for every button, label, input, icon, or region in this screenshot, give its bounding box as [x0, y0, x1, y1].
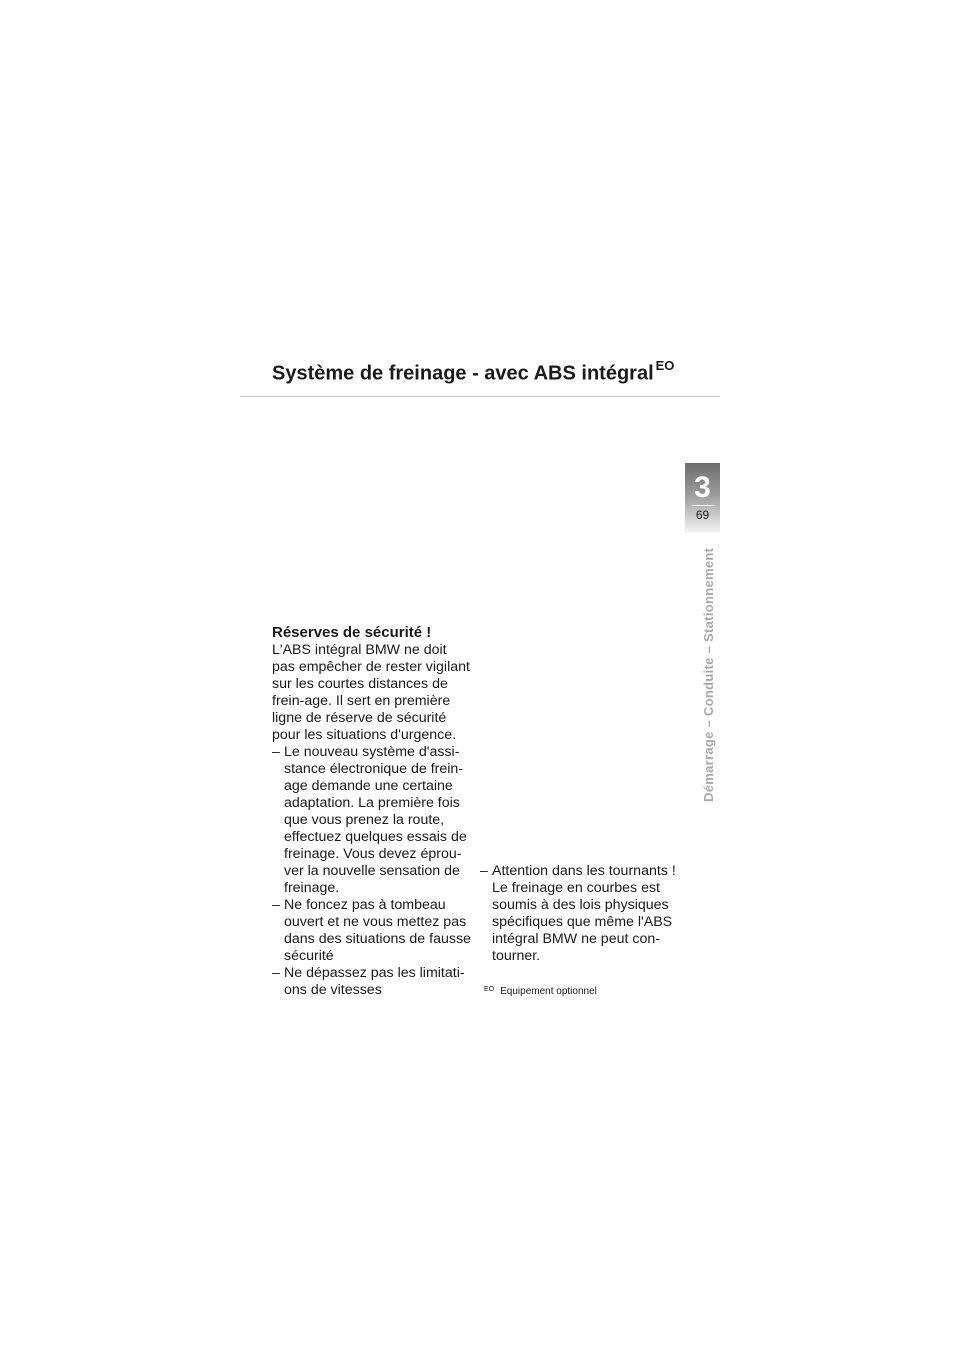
- footnote-text: Equipement optionnel: [500, 986, 597, 997]
- list-item-text: Attention dans les tournants ! Le freinage en courbes est soumis à des lois physiques spécifiques que même l'ABS intégral BMW ne peut con-tourner.: [492, 863, 676, 964]
- page-title-text: Système de freinage - avec ABS intégral: [272, 362, 654, 385]
- list-item-text: Le nouveau système d'assi-stance électronique de frein-age demande une certaine adaptation. La première fois que vous prenez la route, effectuez quelques essais de freinage. Vous devez éprou-ver la nouvelle sensation de freinage.: [284, 744, 467, 896]
- header-divider: [240, 396, 720, 397]
- page-title: [272, 360, 674, 386]
- section-heading: Réserves de sécurité !: [272, 624, 432, 641]
- left-column: [272, 624, 472, 999]
- list-item: [272, 744, 472, 897]
- list-item: [480, 863, 685, 965]
- list-item-text: Ne dépassez pas les limitati-ons de vitesses: [284, 965, 465, 998]
- bullet-list: [272, 744, 472, 999]
- footnote-mark: EO: [484, 986, 495, 993]
- right-column: [480, 863, 685, 965]
- list-item: [272, 897, 472, 965]
- chapter-tab-divider: [692, 505, 714, 506]
- chapter-tab: [685, 463, 720, 533]
- section-intro: L'ABS intégral BMW ne doit pas empêcher de rester vigilant sur les courtes distances de frein-age. Il sert en première ligne de réserve de sécurité pour les situations d'urgence.: [272, 642, 470, 743]
- list-item: [272, 965, 472, 999]
- bullet-dash: –: [480, 863, 488, 879]
- footnote: [484, 986, 597, 997]
- bullet-list-continued: [480, 863, 685, 965]
- bullet-dash: –: [272, 897, 280, 913]
- page-number: 69: [695, 508, 710, 522]
- list-item-text: Ne foncez pas à tombeau ouvert et ne vous mettez pas dans des situations de fausse sécurité: [284, 897, 471, 964]
- chapter-side-label: Démarrage – Conduite – Stationnement: [701, 548, 716, 803]
- bullet-dash: –: [272, 965, 280, 981]
- bullet-dash: –: [272, 744, 280, 760]
- title-superscript: EO: [655, 358, 675, 373]
- chapter-number: 3: [694, 471, 711, 504]
